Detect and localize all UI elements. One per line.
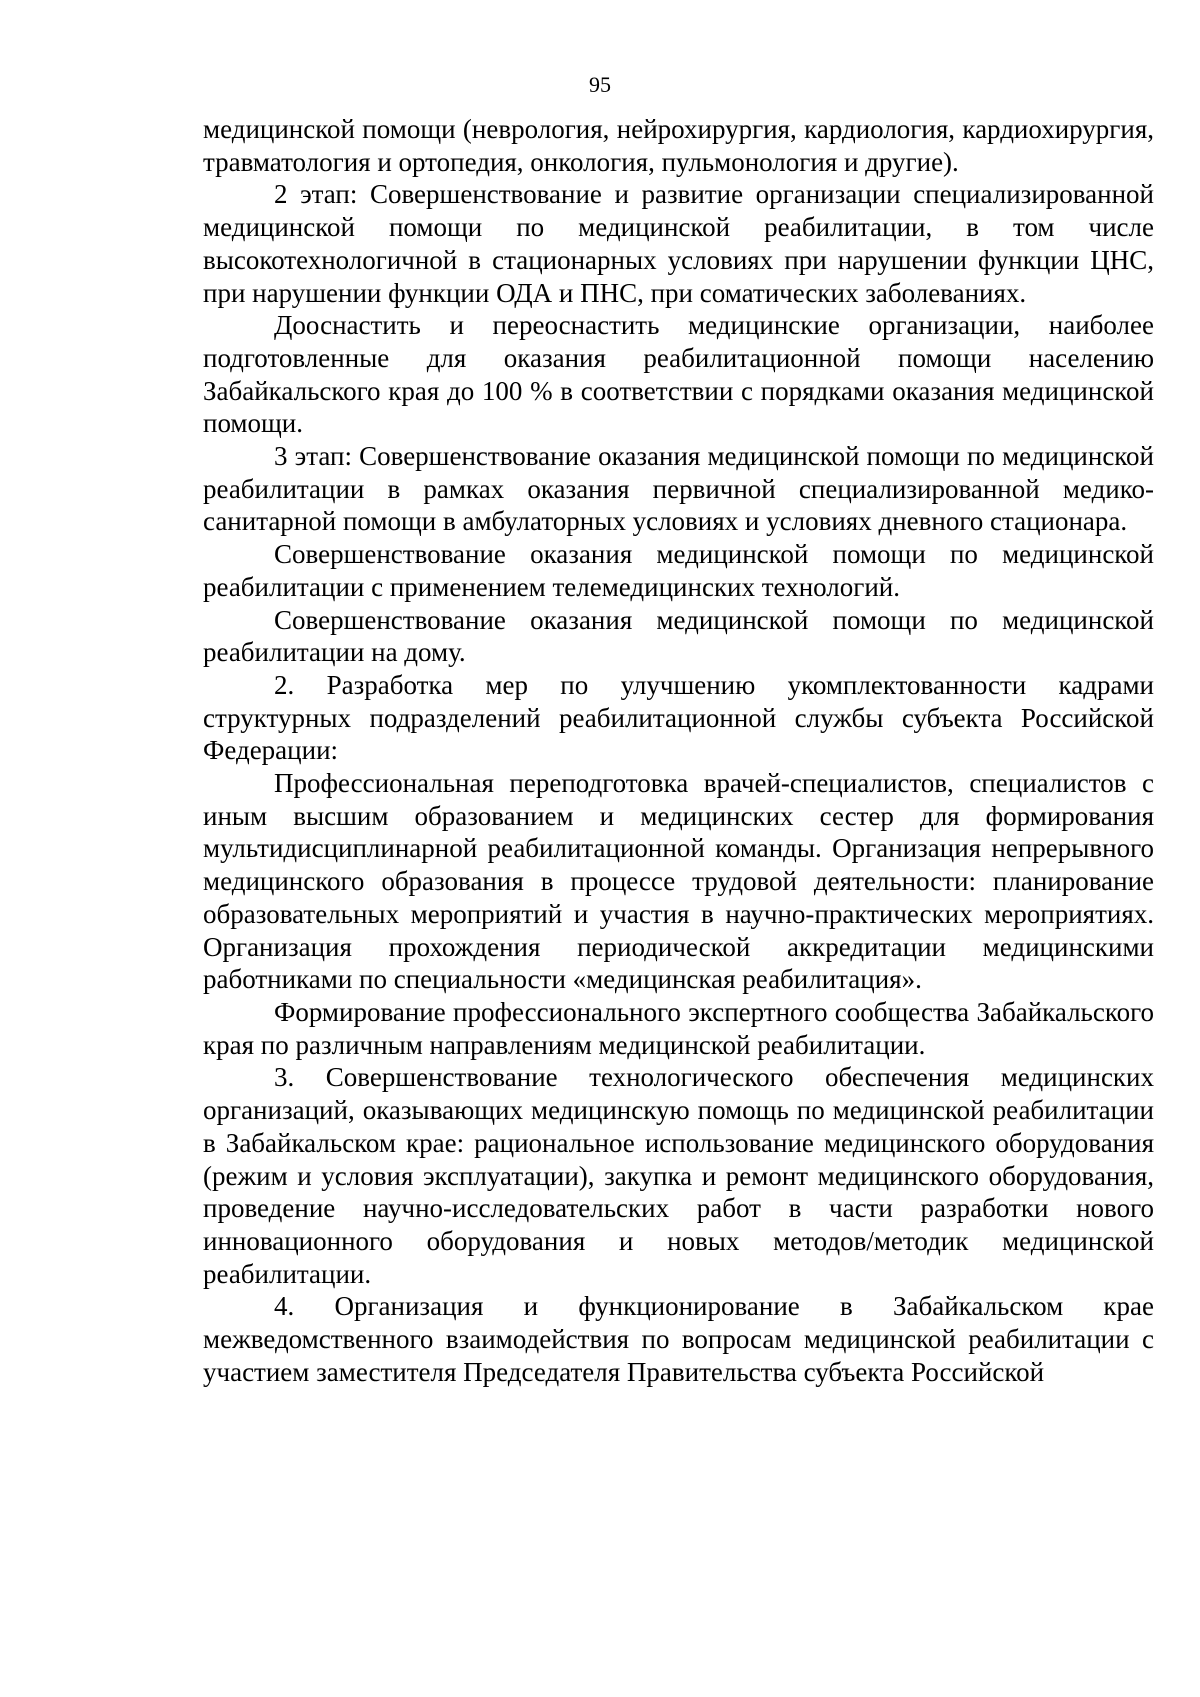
paragraph-telemedicine: Совершенствование оказания медицинской помощи по медицинской реабилитации с применением телемедицинских технологий. (203, 539, 1154, 602)
paragraph-stage-3: 3 этап: Совершенствование оказания медицинской помощи по медицинской реабилитации в рамках оказания первичной специализированной медико-санитарной помощи в амбулаторных условиях и условиях дневного стационара. (203, 441, 1154, 537)
paragraph-equipment: Дооснастить и переоснастить медицинские организации, наиболее подготовленные для оказания реабилитационной помощи населению Забайкальского края до 100 % в соответствии с порядками оказания медицинской помощи. (203, 310, 1154, 439)
paragraph-training: Профессиональная переподготовка врачей-специалистов, специалистов с иным высшим образованием и медицинских сестер для формирования мультидисциплинарной реабилитационной команды. Организация непрерывного медицинского образования в процессе трудовой деятельности: планирование образовательных мероприятий и участия в научно-практических мероприятиях. Организация прохождения периодической аккредитации медицинскими работниками по специальности «медицинская реабилитация». (203, 768, 1154, 995)
paragraph-continuation: медицинской помощи (неврология, нейрохирургия, кардиология, кардиохирургия, травматология и ортопедия, онкология, пульмонология и другие). (203, 114, 1154, 177)
paragraph-home-care: Совершенствование оказания медицинской помощи по медицинской реабилитации на дому. (203, 604, 1154, 668)
paragraph-stage-2: 2 этап: Совершенствование и развитие организации специализированной медицинской помощи по медицинской реабилитации, в том числе высокотехнологичной в стационарных условиях при нарушении функции ЦНС, при нарушении функции ОДА и ПНС, при соматических заболеваниях. (203, 179, 1154, 308)
paragraph-item-4: 4. Организация и функционирование в Забайкальском крае межведомственного взаимодействия по вопросам медицинской реабилитации с участием заместителя Председателя Правительства субъекта Российской (203, 1291, 1154, 1387)
paragraph-item-2: 2. Разработка мер по улучшению укомплектованности кадрами структурных подразделений реабилитационной службы субъекта Российской Федерации: (203, 669, 1154, 766)
document-body (203, 113, 1154, 1388)
page-number: 95 (589, 72, 611, 97)
paragraph-expert-community: Формирование профессионального экспертного сообщества Забайкальского края по различным направлениям медицинской реабилитации. (203, 996, 1154, 1060)
paragraph-item-3: 3. Совершенствование технологического обеспечения медицинских организаций, оказывающих медицинскую помощь по медицинской реабилитации в Забайкальском крае: рациональное использование медицинского оборудования (режим и условия эксплуатации), закупка и ремонт медицинского оборудования, проведение научно-исследовательских работ в части разработки нового инновационного оборудования и новых методов/методик медицинской реабилитации. (203, 1062, 1154, 1289)
